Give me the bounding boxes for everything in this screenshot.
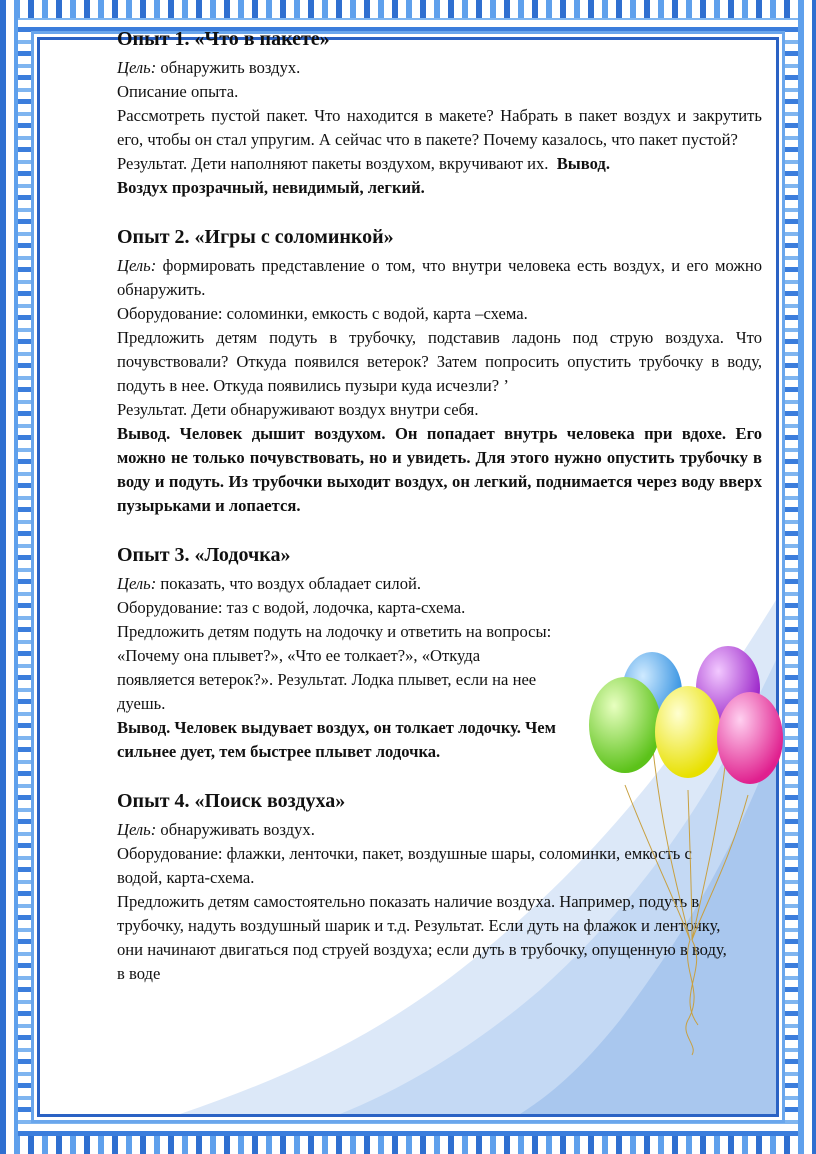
description-label: Описание опыта. xyxy=(117,82,239,101)
pink-balloon xyxy=(717,692,783,784)
goal-text: обнаруживать воздух. xyxy=(156,820,315,839)
balloons-illustration xyxy=(580,640,790,1060)
description-text: Предложить детям подуть в трубочку, подставив ладонь под струю воздуха. Что почувствовали? Откуда появился ветерок? Затем попросить опустить трубочку в воду, подуть в нее. Откуда появились пузыри куда исчезли? ’ xyxy=(117,328,762,395)
green-balloon xyxy=(589,677,661,773)
experiment-1 xyxy=(117,26,762,200)
conclusion-text: Вывод. Человек выдувает воздух, он толкает лодочку. Чем сильнее дует, тем быстрее плывет лодочка. xyxy=(117,718,556,761)
equipment-text: Оборудование: таз с водой, лодочка, карта-схема. xyxy=(117,598,466,617)
equipment-text: Оборудование: флажки, ленточки, пакет, воздушные шары, соломинки, емкость с водой, карта-схема. xyxy=(117,844,692,887)
conclusion-text: Воздух прозрачный, невидимый, легкий. xyxy=(117,178,425,197)
goal-text: формировать представление о том, что внутри человека есть воздух, и его можно обнаружить. xyxy=(117,256,762,299)
yellow-balloon xyxy=(655,686,721,778)
experiment-2-title: Опыт 2. «Игры с соломинкой» xyxy=(117,226,394,248)
description-text: Рассмотреть пустой пакет. Что находится в макете? Набрать в пакет воздух и закрутить его, чтобы он стал упругим. А сейчас что в пакете? Почему казалось, что пакет пустой? xyxy=(117,106,762,149)
goal-label: Цель: xyxy=(117,58,157,77)
description-text: Предложить детям подуть на лодочку и ответить на вопросы: «Почему она плывет?», «Что ее толкает?», «Откуда появляется ветерок?». Результат. Лодка плывет, если на нее дуешь. xyxy=(117,622,552,713)
result-text: Результат. Дети обнаруживают воздух внутри себя. xyxy=(117,400,479,419)
experiment-1-title: Опыт 1. «Что в пакете» xyxy=(117,28,330,50)
goal-label: Цель: xyxy=(117,256,157,275)
goal-text: обнаружить воздух. xyxy=(156,58,301,77)
conclusion-text: Вывод. Человек дышит воздухом. Он попадает внутрь человека при вдохе. Его можно не только почувствовать, но и увидеть. Для этого нужно опустить трубочку в воду и подуть. Из трубочки выходит воздух, он легкий, поднимается через воду вверх пузырьками и лопается. xyxy=(117,424,762,515)
goal-label: Цель: xyxy=(117,574,157,593)
result-text: Результат. Дети наполняют пакеты воздухом, вкручивают их. xyxy=(117,154,549,173)
goal-label: Цель: xyxy=(117,820,157,839)
conclusion-label: Вывод. xyxy=(556,154,610,173)
experiment-4-title: Опыт 4. «Поиск воздуха» xyxy=(117,790,346,812)
equipment-text: Оборудование: соломинки, емкость с водой, карта –схема. xyxy=(117,304,528,323)
experiment-2 xyxy=(117,224,762,518)
goal-text: показать, что воздух обладает силой. xyxy=(156,574,422,593)
experiment-3-title: Опыт 3. «Лодочка» xyxy=(117,544,291,566)
description-text: Предложить детям самостоятельно показать наличие воздуха. Например, подуть в трубочку, надуть воздушный шарик и т.д. Результат. Если дуть на флажок и ленточку, они начинают двигаться под струей воздуха; если дуть в трубочку, опущенную в воду, в воде xyxy=(117,892,727,983)
